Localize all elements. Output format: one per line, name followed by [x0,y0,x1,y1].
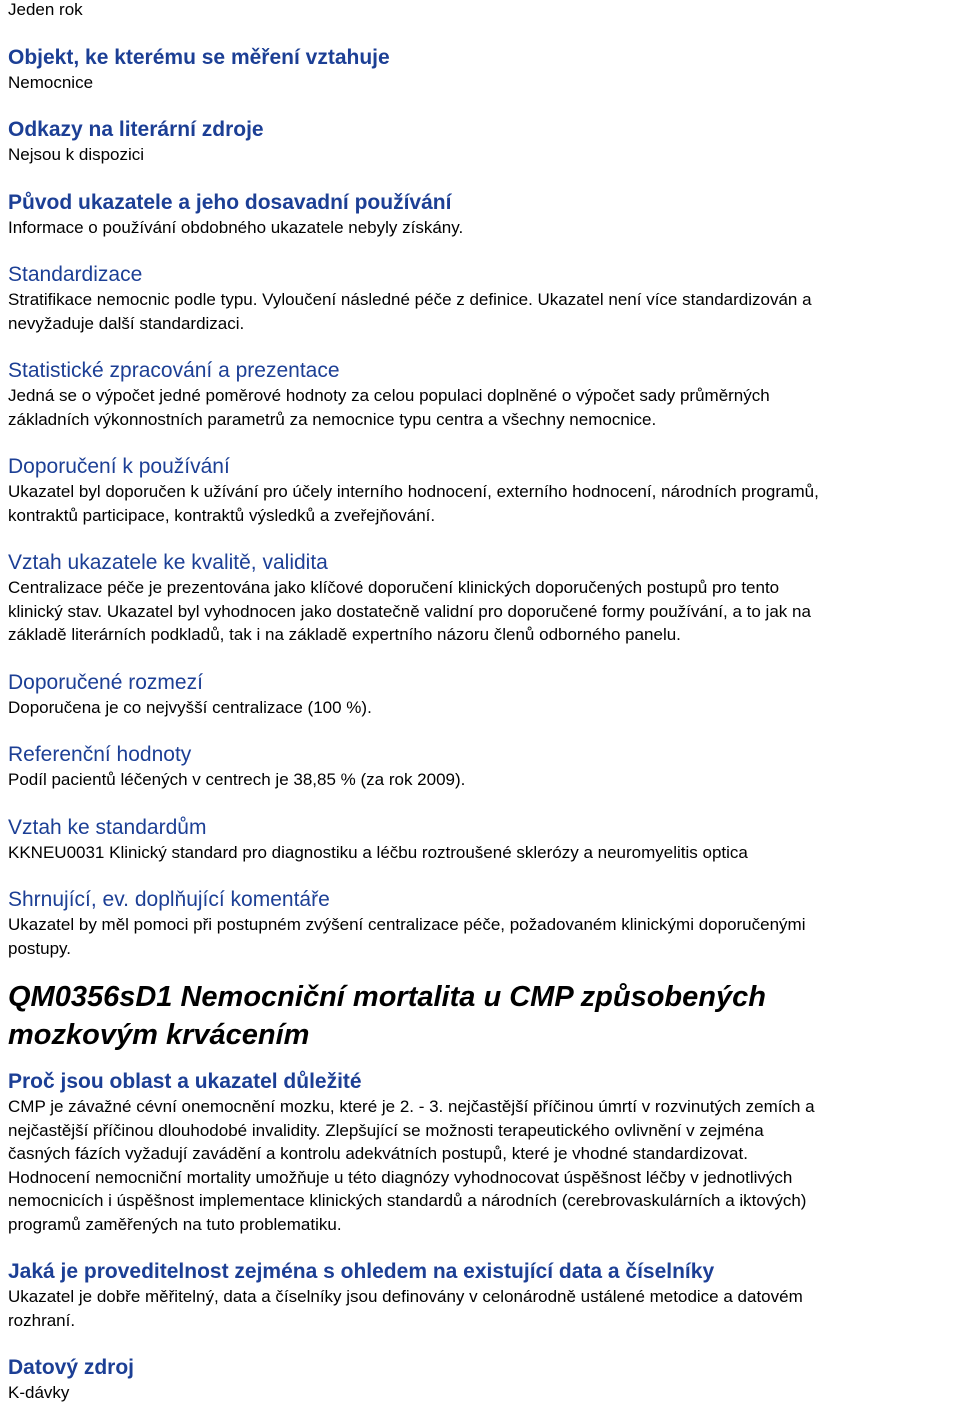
section [8,453,956,549]
section-text-line: programů zaměřených na tuto problematiku. [8,1214,342,1234]
sections-b [8,1068,956,1405]
section-text-line: Ukazatel je dobře měřitelný, data a číselníky jsou definovány v celonárodně ustálené metodice a datovém [8,1287,803,1306]
section-heading: Standardizace [8,263,143,286]
section-text-line: Hodnocení nemocniční mortality umožňuje u této diagnózy vyhodnocovat úspěšnost léčby v jednotlivých [8,1167,793,1187]
section [8,357,956,453]
document-title [8,978,956,1054]
section [8,886,956,960]
section-heading: Objekt, ke kterému se měření vztahuje [8,45,390,69]
section-heading: Vztah ke standardům [8,815,207,839]
section [8,669,956,742]
section-text-line: kontraktů participace, kontraktů výsledků a zveřejňování. [8,505,436,525]
section-heading: Vztah ukazatele ke kvalitě, validita [8,551,328,574]
section-text-line: základě literárních podkladů, tak i na základě expertního názoru členů odborného panelu. [8,625,681,644]
section-heading: Původ ukazatele a jeho dosavadní používání [8,190,452,214]
section-text-line: Ukazatel byl doporučen k užívání pro účely interního hodnocení, externího hodnocení, národních programů, [8,482,819,501]
section-text-line: K-dávky [8,1383,70,1402]
section-heading: Datový zdroj [8,1356,135,1379]
section-text-line: Nejsou k dispozici [8,145,145,164]
section-text-line: Ukazatel by měl pomoci při postupném zvýšení centralizace péče, požadovaném klinickými doporučenými [8,915,806,934]
section [8,1068,956,1258]
document-title-line: mozkovým krvácením [8,1019,310,1051]
section-heading: Proč jsou oblast a ukazatel důležité [8,1070,362,1093]
section-text-line: Jedná se o výpočet jedné poměrové hodnoty za celou populaci doplněné o výpočet sady průměrných [8,386,770,405]
section [8,1354,956,1405]
section-text-line: Doporučena je co nejvyšší centralizace (100 %). [8,697,372,717]
section-text-line: Stratifikace nemocnic podle typu. Vyloučení následné péče z definice. Ukazatel není více standardizován a [8,290,812,309]
section-text-line: základních výkonnostních parametrů za nemocnice typu centra a všechny nemocnice. [8,409,657,429]
section-heading: Shrnující, ev. doplňující komentáře [8,888,330,911]
section-heading: Statistické zpracování a prezentace [8,359,340,382]
section-heading: Jaká je proveditelnost zejména s ohledem na existující data a číselníky [8,1260,715,1283]
document-title-line: QM0356sD1 Nemocniční mortalita u CMP způsobených [8,981,766,1013]
document-page [8,0,956,1405]
section-heading: Odkazy na literární zdroje [8,118,264,141]
section-heading: Doporučené rozmezí [8,670,203,694]
section [8,814,956,887]
section-text-line: Centralizace péče je prezentována jako klíčové doporučení klinických doporučených postupů pro tento [8,578,780,597]
section-heading: Referenční hodnoty [8,743,192,766]
section-text-line: klinický stav. Ukazatel byl vyhodnocen jako dostatečně validní pro doporučené formy používání, a to jak na [8,601,811,621]
section-text-line: postupy. [8,938,72,958]
section-text-line: rozhraní. [8,1310,76,1330]
section [8,741,956,814]
section [8,261,956,357]
section [8,189,956,262]
top-line: Jeden rok [8,0,83,19]
section [8,116,956,189]
section-text-line: KKNEU0031 Klinický standard pro diagnostiku a léčbu roztroušené sklerózy a neuromyelitis optica [8,842,748,862]
section [8,44,956,117]
section-text-line: CMP je závažné cévní onemocnění mozku, které je 2. - 3. nejčastější příčinou úmrtí v rozvinutých zemích a [8,1097,815,1116]
sections-a [8,44,956,961]
section-text-line: časných fázích vyžadují zavádění a kontrolu adekvátních postupů, které je vhodné standardizovat. [8,1144,748,1163]
section-text-line: nejčastější příčinou dlouhodobé invalidity. Zlepšující se možnosti terapeutického ovlivnění v zejména [8,1120,764,1140]
section [8,549,956,669]
section-text-line: nemocnicích i úspěšnost implementace klinických standardů a národních (cerebrovaskulárních a iktových) [8,1191,807,1210]
section-text-line: Podíl pacientů léčených v centrech je 38,85 % (za rok 2009). [8,770,466,789]
section-heading: Doporučení k používání [8,455,230,478]
section-text-line: nevyžaduje další standardizaci. [8,313,245,333]
section [8,1258,956,1354]
section-text-line: Nemocnice [8,72,94,92]
section-text-line: Informace o používání obdobného ukazatele nebyly získány. [8,217,464,237]
